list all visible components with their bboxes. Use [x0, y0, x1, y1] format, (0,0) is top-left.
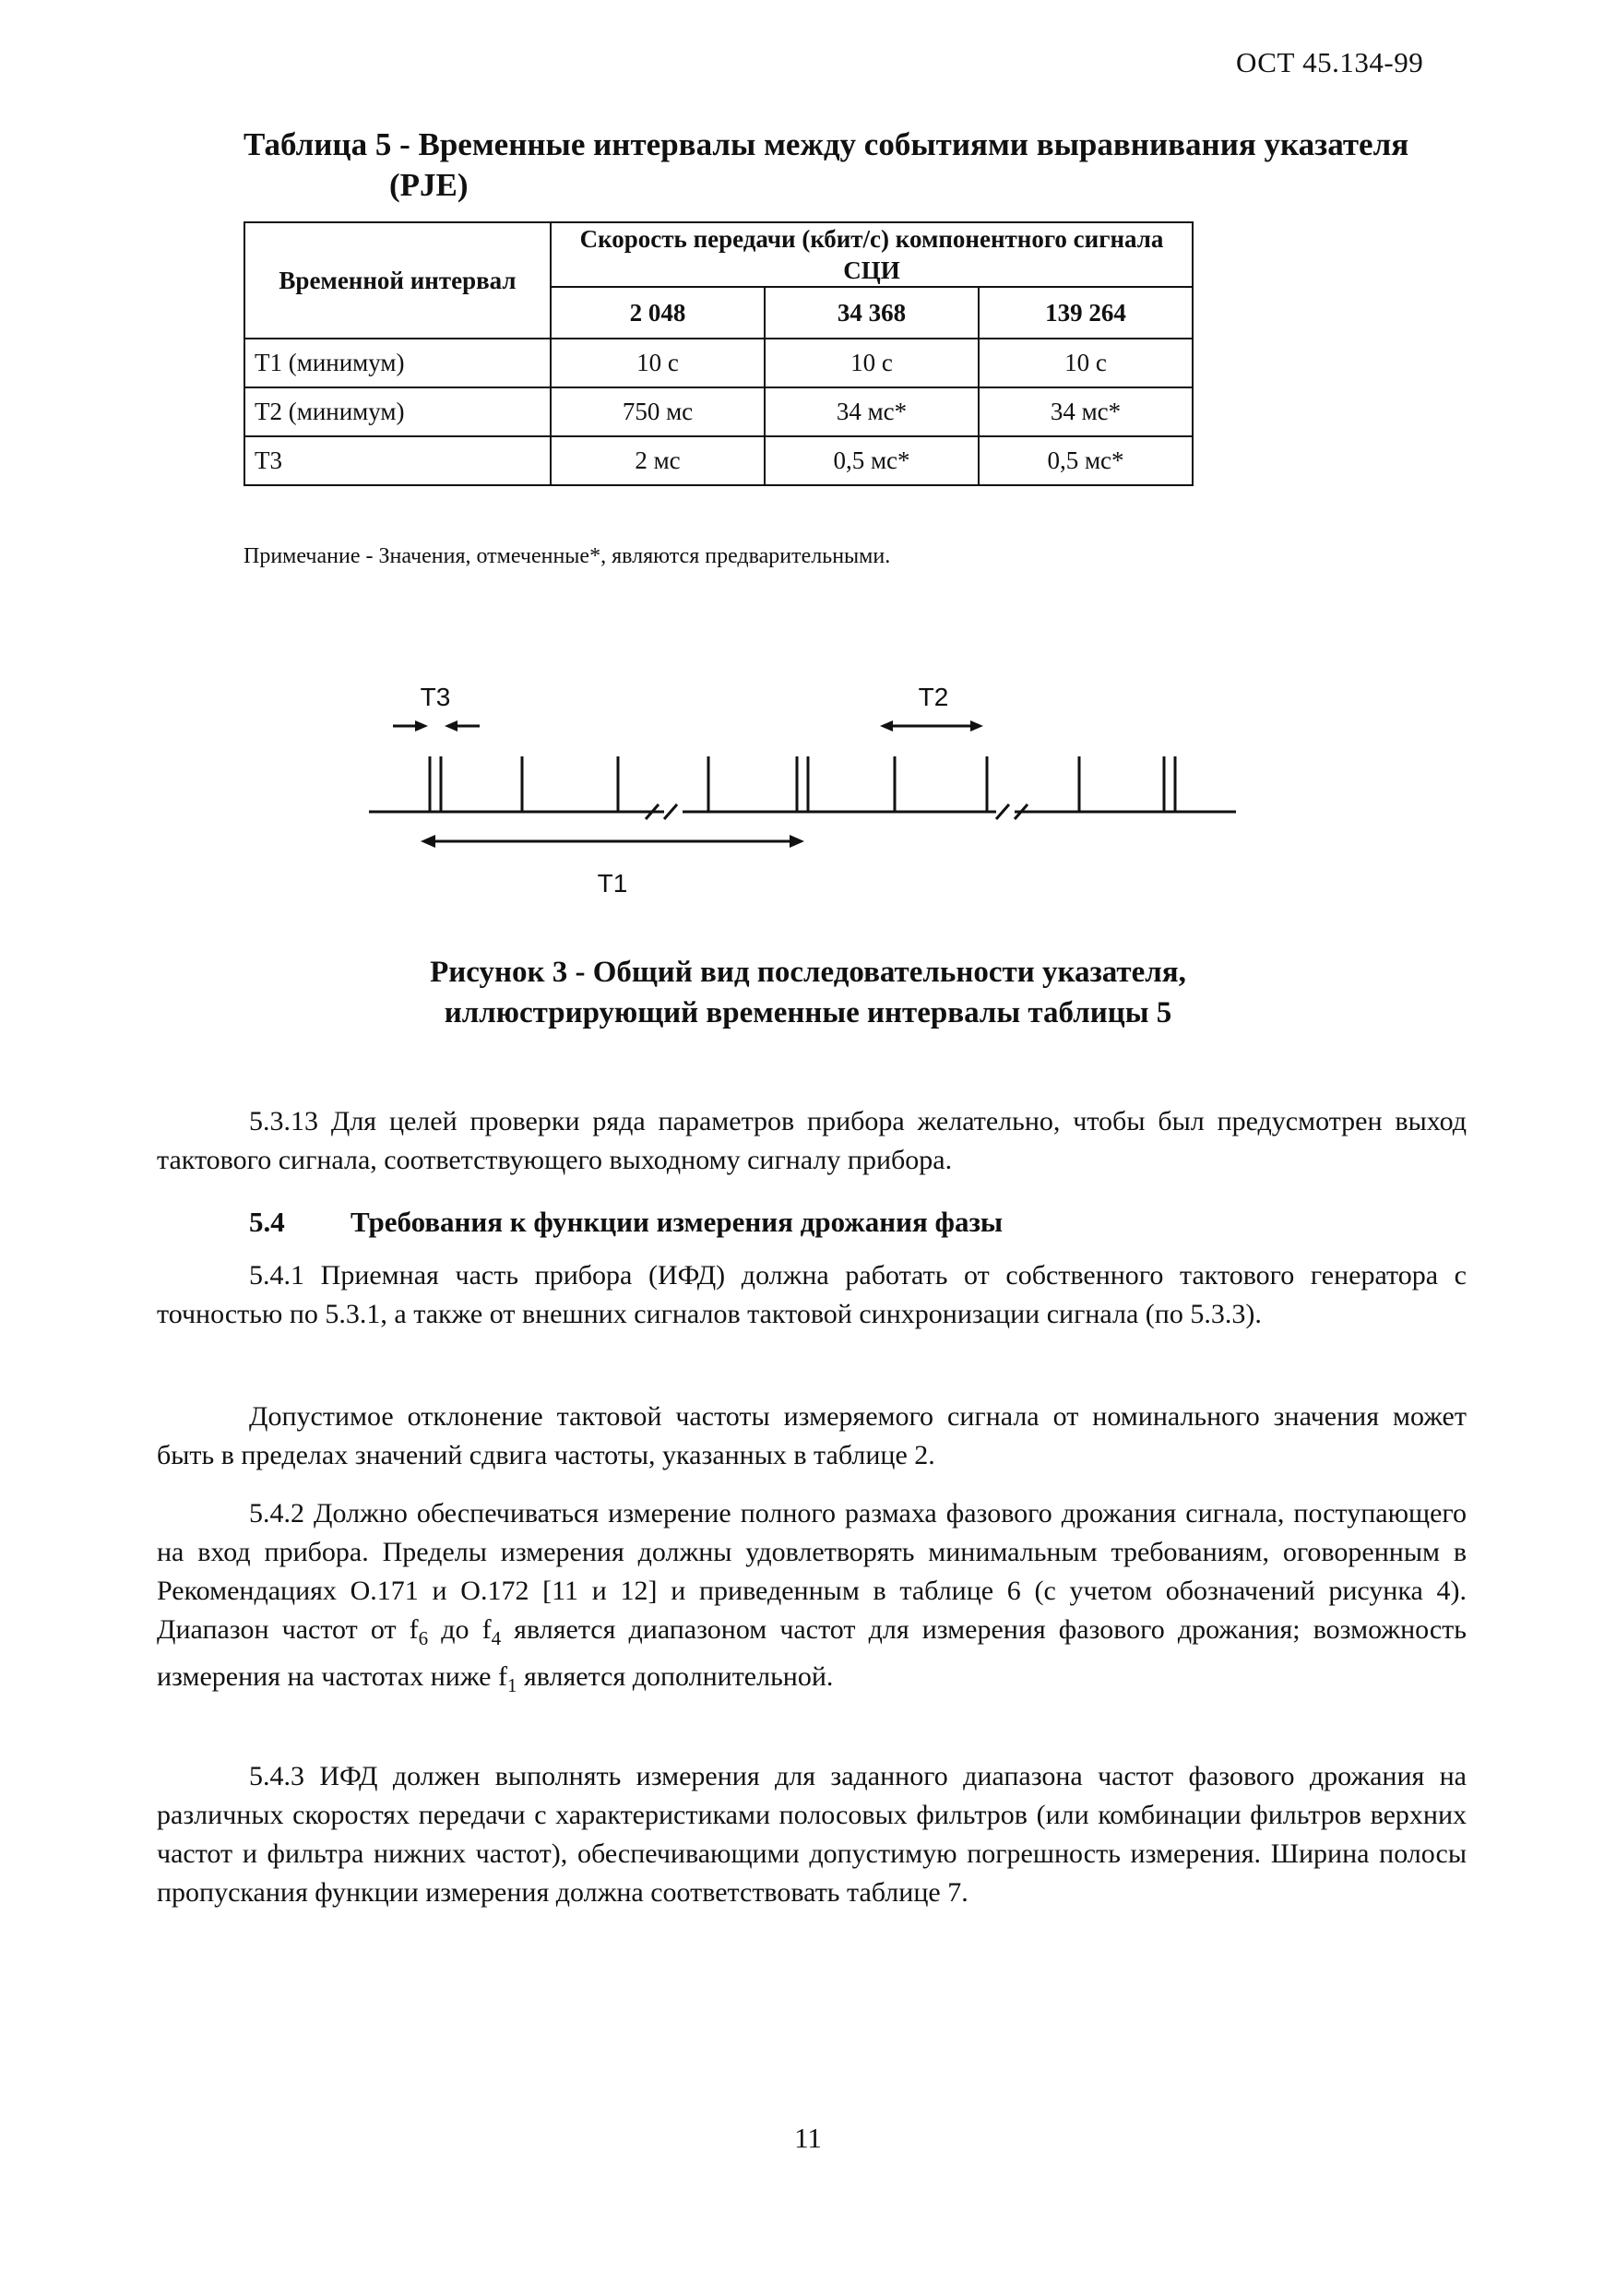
subscript: 1	[506, 1674, 517, 1696]
label-t3: T3	[420, 683, 451, 711]
paragraph-5-4-2	[157, 1494, 1467, 1705]
row-label: T1 (минимум)	[244, 339, 551, 387]
figure-caption-line1: Рисунок 3 - Общий вид последовательности указателя,	[430, 956, 1186, 989]
arrowhead	[445, 720, 457, 732]
figure-caption-line2: иллюстрирующий временные интервалы таблицы 5	[444, 996, 1172, 1029]
text-run: 5.4.2 Должно обеспечиваться измерение полного размаха фазового дрожания сигнала, поступающего на вход прибора. Пределы измерения должны удовлетворять минимальным требованиям, оговоренным в Рекомендациях O.171 и O.172 [11 и 12] и приведенным в таблице 6 (с учетом обозначений рисунка 4). Диапазон частот от f	[157, 1498, 1467, 1645]
table-title-line2: (PJE)	[389, 167, 469, 203]
document-code: ОСТ 45.134-99	[1236, 46, 1424, 78]
cell: 0,5 мс*	[765, 436, 979, 485]
page-number: 11	[794, 2122, 822, 2154]
table-5	[244, 221, 1194, 486]
table-header-interval: Временной интервал	[244, 222, 551, 339]
paragraph-5-4-1: 5.4.1 Приемная часть прибора (ИФД) должна работать от собственного тактового генератора с точностью по 5.3.1, а также от внешних сигналов тактовой синхронизации сигнала (по 5.3.3).	[157, 1260, 1467, 1329]
table-row	[244, 436, 1193, 485]
section-number: 5.4	[249, 1206, 285, 1238]
arrowhead	[415, 720, 428, 732]
table-title	[244, 125, 1461, 206]
table-title-line1: Таблица 5 - Временные интервалы между событиями выравнивания указателя	[244, 126, 1409, 162]
arrowhead	[790, 835, 804, 848]
figure-caption	[0, 952, 1616, 1033]
cell: 10 с	[765, 339, 979, 387]
table-header-rate: Скорость передачи (кбит/с) компонентного сигнала СЦИ	[551, 222, 1193, 287]
arrowhead	[421, 835, 435, 848]
cell: 10 с	[551, 339, 765, 387]
cell: 34 мс*	[979, 387, 1193, 436]
label-t2: T2	[918, 683, 949, 711]
arrowhead	[880, 720, 893, 732]
section-title: Требования к функции измерения дрожания фазы	[351, 1206, 1004, 1238]
row-label: T2 (минимум)	[244, 387, 551, 436]
cell: 750 мс	[551, 387, 765, 436]
table-header-rate-3: 139 264	[979, 287, 1193, 339]
paragraph-5-4-1b: Допустимое отклонение тактовой частоты измеряемого сигнала от номинального значения может быть в пределах значений сдвига частоты, указанных в таблице 2.	[157, 1401, 1467, 1470]
paragraph-5-3-13: 5.3.13 Для целей проверки ряда параметров прибора желательно, чтобы был предусмотрен выход тактового сигнала, соответствующего выходному сигналу прибора.	[157, 1106, 1467, 1175]
cell: 2 мс	[551, 436, 765, 485]
subscript: 6	[418, 1627, 429, 1649]
table-row	[244, 339, 1193, 387]
cell: 0,5 мс*	[979, 436, 1193, 485]
break-mark	[996, 804, 1009, 819]
text-run: является дополнительной.	[517, 1661, 834, 1692]
table-row	[244, 387, 1193, 436]
cell: 34 мс*	[765, 387, 979, 436]
pointer-sequence-diagram	[351, 678, 1254, 899]
subscript: 4	[491, 1627, 502, 1649]
label-t1: T1	[597, 869, 628, 898]
section-heading	[249, 1206, 1003, 1239]
table-header-rate-2: 34 368	[765, 287, 979, 339]
arrowhead	[970, 720, 983, 732]
text-run: является диапазоном частот для измерения фазового дрожания; возможность измерения на частотах ниже f	[157, 1614, 1467, 1692]
paragraph-5-4-3: 5.4.3 ИФД должен выполнять измерения для заданного диапазона частот фазового дрожания на различных скоростях передачи с характеристиками полосовых фильтров (или комбинации фильтров верхних частот и фильтра нижних частот), обеспечивающими допустимую погрешность измерения. Ширина полосы пропускания функции измерения должна соответствовать таблице 7.	[157, 1761, 1467, 1908]
break-mark	[664, 804, 677, 819]
table-header-rate-1: 2 048	[551, 287, 765, 339]
table-note: Примечание - Значения, отмеченные*, являются предварительными.	[244, 544, 891, 568]
text-run: до f	[428, 1614, 492, 1645]
cell: 10 с	[979, 339, 1193, 387]
row-label: T3	[244, 436, 551, 485]
